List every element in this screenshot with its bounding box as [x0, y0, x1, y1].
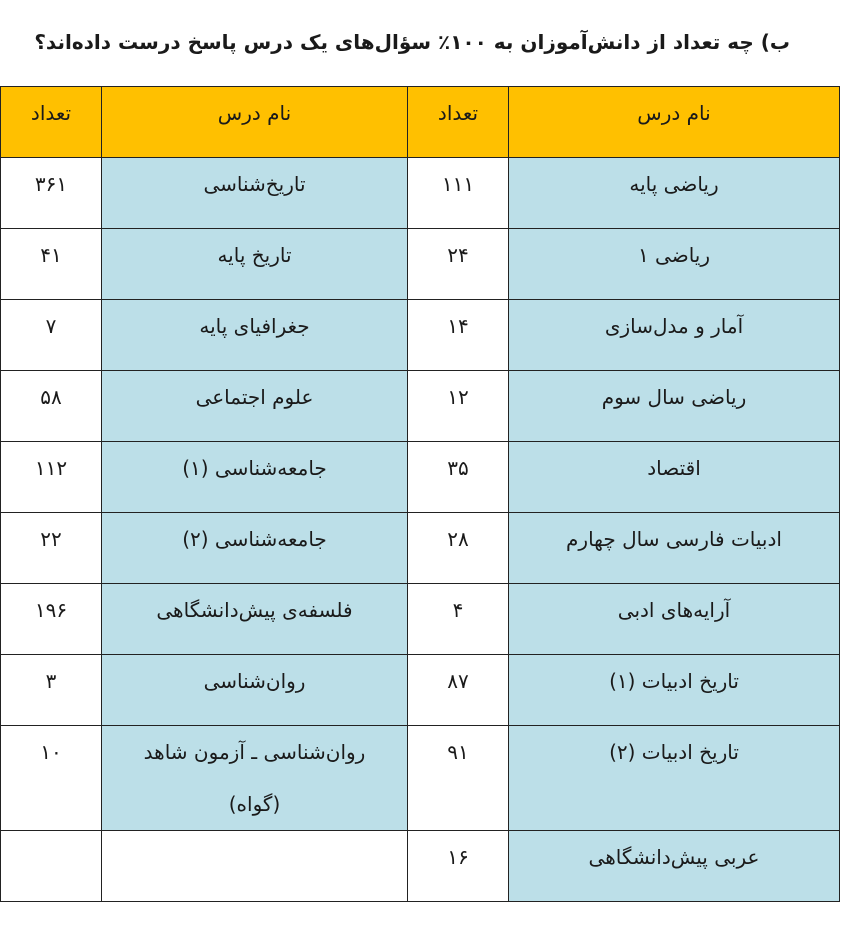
- right-course-cell: ریاضی پایه: [509, 158, 840, 229]
- header-count-right: تعداد: [408, 87, 509, 158]
- left-count-cell: ۱۰: [1, 726, 102, 831]
- right-count-cell: ۲۸: [408, 513, 509, 584]
- left-course-cell: جغرافیای پایه: [102, 300, 408, 371]
- left-course-cell: تاریخ‌شناسی: [102, 158, 408, 229]
- header-row: [1, 87, 840, 158]
- right-course-cell: عربی پیش‌دانشگاهی: [509, 831, 840, 902]
- table-row: [1, 584, 840, 655]
- left-course-cell: جامعه‌شناسی (۲): [102, 513, 408, 584]
- right-count-cell: ۸۷: [408, 655, 509, 726]
- left-count-cell: ۷: [1, 300, 102, 371]
- right-course-cell: ادبیات فارسی سال چهارم: [509, 513, 840, 584]
- left-course-cell: روان‌شناسی ـ آزمون شاهد (گواه): [102, 726, 408, 831]
- table-row: [1, 300, 840, 371]
- left-course-cell: جامعه‌شناسی (۱): [102, 442, 408, 513]
- right-course-cell: تاریخ ادبیات (۱): [509, 655, 840, 726]
- right-course-cell: آمار و مدل‌سازی: [509, 300, 840, 371]
- right-count-cell: ۴: [408, 584, 509, 655]
- left-count-cell: ۱۱۲: [1, 442, 102, 513]
- table-row: [1, 513, 840, 584]
- left-course-cell: روان‌شناسی: [102, 655, 408, 726]
- course-count-table: [0, 86, 840, 902]
- left-course-cell: تاریخ پایه: [102, 229, 408, 300]
- right-course-cell: آرایه‌های ادبی: [509, 584, 840, 655]
- left-count-cell: ۳: [1, 655, 102, 726]
- empty-cell: [1, 831, 102, 902]
- right-count-cell: ۱۴: [408, 300, 509, 371]
- right-course-cell: اقتصاد: [509, 442, 840, 513]
- empty-cell: [102, 831, 408, 902]
- header-course-left: نام درس: [102, 87, 408, 158]
- table-row: [1, 371, 840, 442]
- left-count-cell: ۱۹۶: [1, 584, 102, 655]
- left-course-cell: فلسفه‌ی پیش‌دانشگاهی: [102, 584, 408, 655]
- right-count-cell: ۱۱۱: [408, 158, 509, 229]
- right-count-cell: ۱۶: [408, 831, 509, 902]
- left-count-cell: ۵۸: [1, 371, 102, 442]
- header-count-left: تعداد: [1, 87, 102, 158]
- left-count-cell: ۳۶۱: [1, 158, 102, 229]
- right-count-cell: ۱۲: [408, 371, 509, 442]
- table-row: [1, 158, 840, 229]
- table-row: [1, 229, 840, 300]
- table-row: [1, 831, 840, 902]
- question-heading: ب) چه تعداد از دانش‌آموزان به ۱۰۰٪ سؤال‌های یک درس پاسخ درست داده‌اند؟: [34, 30, 790, 54]
- right-course-cell: تاریخ ادبیات (۲): [509, 726, 840, 831]
- right-course-cell: ریاضی ۱: [509, 229, 840, 300]
- right-count-cell: ۹۱: [408, 726, 509, 831]
- right-count-cell: ۳۵: [408, 442, 509, 513]
- table-row: [1, 442, 840, 513]
- left-course-cell: علوم اجتماعی: [102, 371, 408, 442]
- right-count-cell: ۲۴: [408, 229, 509, 300]
- table-row: [1, 655, 840, 726]
- right-course-cell: ریاضی سال سوم: [509, 371, 840, 442]
- table-row: [1, 726, 840, 831]
- header-course-right: نام درس: [509, 87, 840, 158]
- left-count-cell: ۴۱: [1, 229, 102, 300]
- left-count-cell: ۲۲: [1, 513, 102, 584]
